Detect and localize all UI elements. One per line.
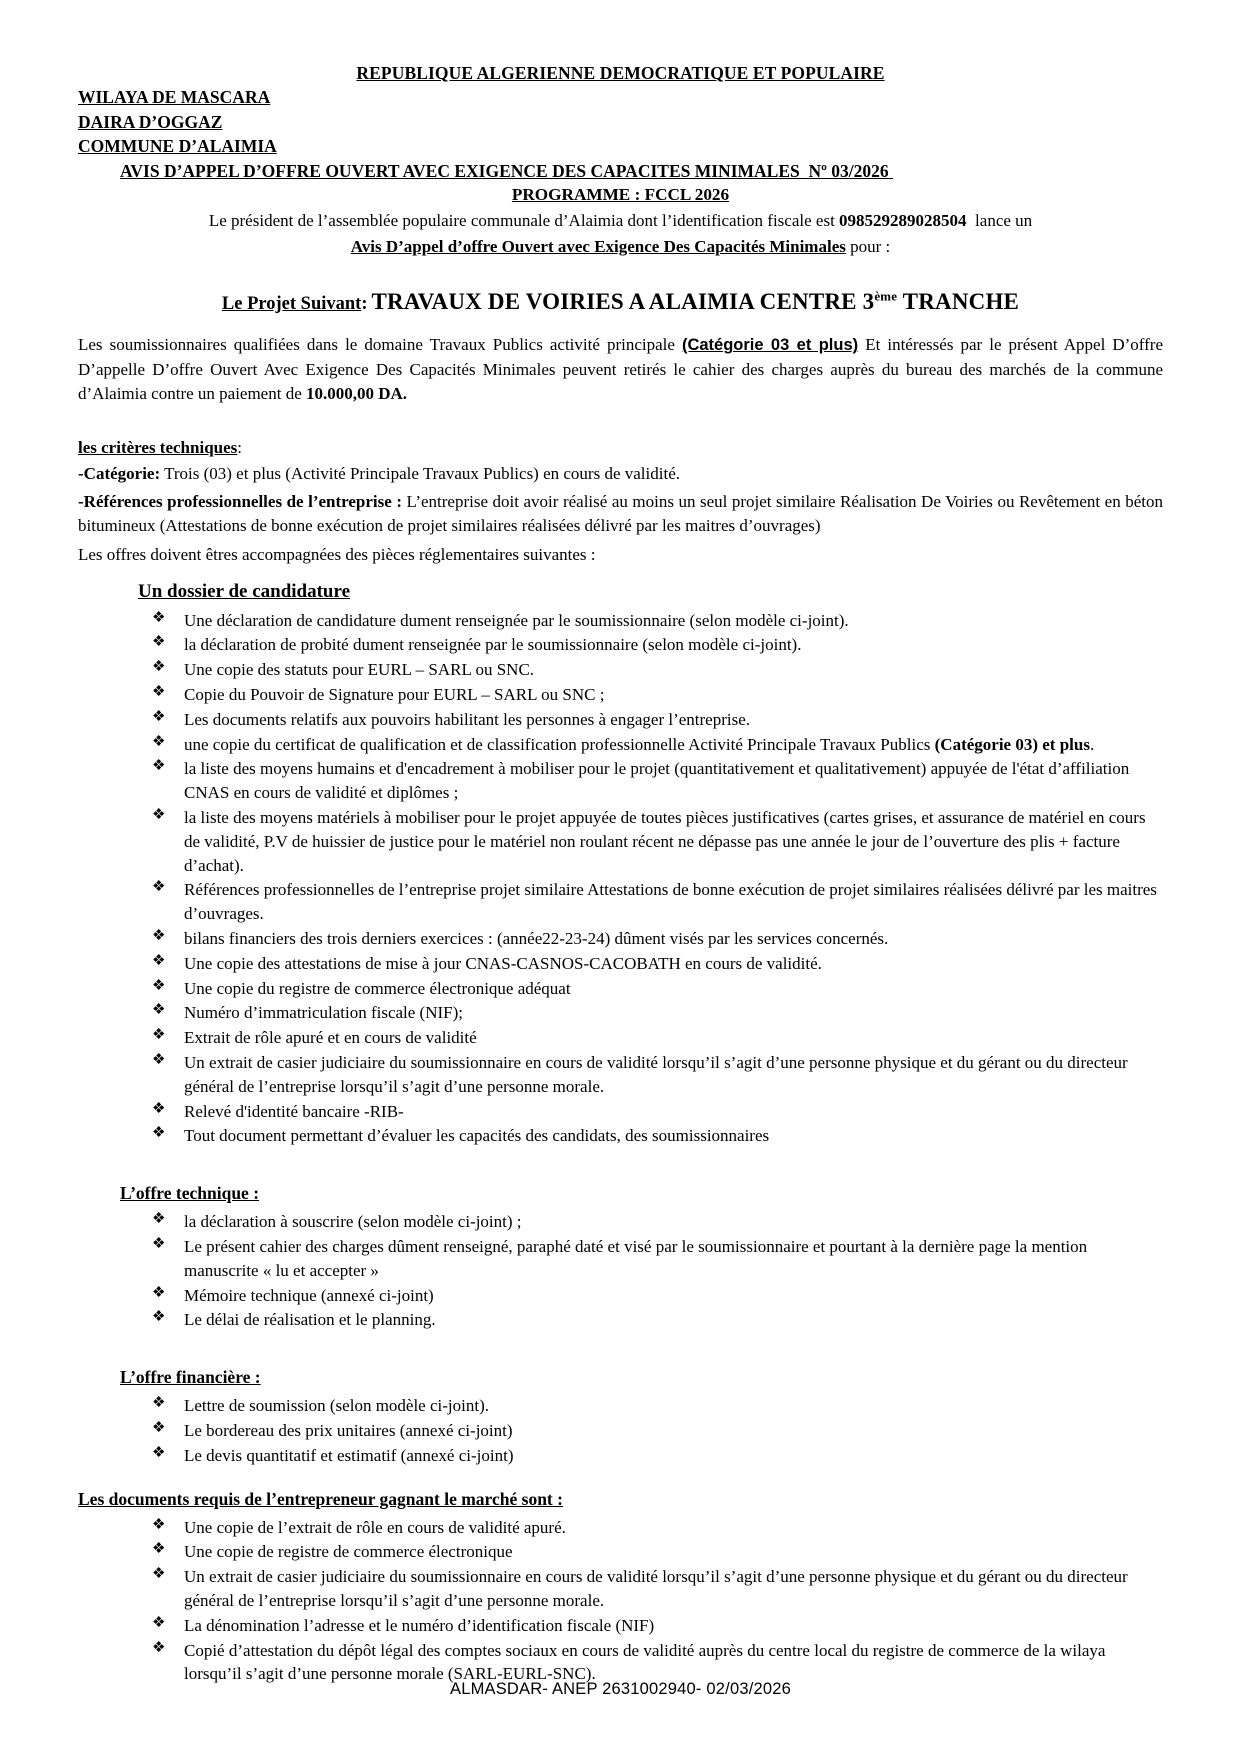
fiscal-id-value: 098529289028504 — [839, 211, 967, 231]
offers-accompany-text: Les offres doivent êtres accompagnées des pièces réglementaires suivantes : — [78, 544, 596, 564]
list-item-text: une copie du certificat de qualification et de classification professionnelle Activité Principale Travaux Publics (Catégorie 03) et plus. — [184, 734, 1095, 754]
list-item-text: la liste des moyens matériels à mobiliser pour le projet appuyée de toutes pièces justificatives (cartes grises, et assurance de matériel en cours de validité, P.V de huissier de justice pour le matériel non roulant récent ne dépasse pas une année le jour de l’ouverture des plis + facture d’achat). — [184, 808, 1146, 875]
republic-heading — [78, 62, 1163, 85]
notice-title-text: AVIS D’APPEL D’OFFRE OUVERT AVEC EXIGENCE DES CAPACITES MINIMALES Nº 03/2026 — [120, 160, 889, 181]
list-item-text: Extrait de rôle apuré et en cours de validité — [184, 1028, 477, 1048]
commune-heading — [78, 134, 1163, 159]
technical-offer-heading-row — [120, 1183, 1163, 1204]
technical-offer-heading: L’offre technique : — [120, 1183, 260, 1204]
winner-documents-list — [78, 1516, 1163, 1687]
list-item — [146, 806, 1163, 877]
criteria-category-label: -Catégorie: — [78, 464, 161, 484]
bullet-icon: ❖ — [152, 1002, 166, 1019]
bullet-icon: ❖ — [152, 1100, 166, 1117]
list-item-text: Le devis quantitatif et estimatif (annexé ci-joint) — [184, 1445, 514, 1465]
list-item-text: Références professionnelles de l’entreprise projet similaire Attestations de bonne exécution de projet similaires réalisées délivré par les maitres d’ouvrages. — [184, 880, 1157, 924]
criteria-category-text: Trois (03) et plus (Activité Principale Travaux Publics) en cours de validité. — [164, 464, 680, 484]
project-title — [78, 289, 1163, 315]
bullet-icon: ❖ — [152, 733, 166, 750]
wilaya-heading — [78, 85, 1163, 110]
list-item — [146, 1419, 1163, 1443]
list-item — [146, 878, 1163, 926]
daira-heading — [78, 110, 1163, 135]
bullet-icon: ❖ — [152, 609, 166, 626]
list-item — [146, 633, 1163, 657]
bullet-icon: ❖ — [152, 634, 166, 651]
list-item-text: Lettre de soumission (selon modèle ci-joint). — [184, 1396, 489, 1416]
list-item — [146, 1001, 1163, 1025]
list-item-text: La dénomination l’adresse et le numéro d’identification fiscale (NIF) — [184, 1615, 655, 1635]
notice-title-row — [78, 159, 1163, 184]
list-item — [146, 1308, 1163, 1332]
project-title-colon: : — [361, 294, 368, 315]
list-item-text: Le bordereau des prix unitaires (annexé ci-joint) — [184, 1420, 513, 1440]
list-item-text: la déclaration à souscrire (selon modèle ci-joint) ; — [184, 1212, 522, 1232]
list-item — [146, 1394, 1163, 1418]
bullet-icon: ❖ — [152, 708, 166, 725]
bullet-icon: ❖ — [152, 1516, 166, 1533]
bullet-icon: ❖ — [152, 1235, 166, 1252]
list-item-text: Le délai de réalisation et le planning. — [184, 1310, 436, 1330]
list-item — [146, 1100, 1163, 1124]
bullet-icon: ❖ — [152, 1541, 166, 1558]
list-item — [146, 927, 1163, 951]
list-item — [146, 708, 1163, 732]
criteria-heading-colon: : — [237, 438, 242, 458]
price-value: 10.000,00 DA. — [306, 384, 408, 403]
list-item — [146, 1284, 1163, 1308]
procedure-name-text: Avis D’appel d’offre Ouvert avec Exigence Des Capacités Minimales — [350, 236, 846, 256]
list-item-text: Relevé d'identité bancaire -RIB- — [184, 1101, 404, 1121]
project-title-label: Le Projet Suivant — [221, 294, 362, 315]
president-intro-text: Le président de l’assemblée populaire communale d’Alaimia dont l’identification fiscale est — [208, 211, 835, 231]
criteria-references-label: -Références professionnelles de l’entreprise : — [78, 492, 402, 512]
financial-offer-heading-row — [120, 1367, 1163, 1388]
programme-row — [78, 183, 1163, 207]
criteria-heading-row — [78, 422, 1163, 458]
financial-offer-heading: L’offre financière : — [120, 1367, 261, 1388]
list-item — [146, 609, 1163, 633]
candidature-list — [78, 609, 1163, 1149]
list-item-text: bilans financiers des trois derniers exercices : (année22-23-24) dûment visés par les services concernés. — [184, 928, 889, 948]
bullet-icon: ❖ — [152, 758, 166, 775]
bullet-icon: ❖ — [152, 1284, 166, 1301]
list-item — [146, 757, 1163, 805]
list-item — [146, 1235, 1163, 1283]
list-item — [146, 1565, 1163, 1613]
project-title-ordinal: ème — [874, 289, 898, 304]
footer-text: ALMASDAR- ANEP 2631002940- 02/03/2026 — [450, 1680, 791, 1698]
list-item-text: Une déclaration de candidature dument renseignée par le soumissionnaire (selon modèle ci-joint). — [184, 610, 849, 630]
daira-heading-text: DAIRA D’OGGAZ — [78, 111, 223, 132]
bullet-icon: ❖ — [152, 977, 166, 994]
list-item-text: Copié d’attestation du dépôt légal des comptes sociaux en cours de validité auprès du centre local du registre de commerce de la wilaya lorsqu’il s’agit d’une personne morale (SARL-EURL-SNC). — [184, 1640, 1106, 1684]
list-item-text: Le présent cahier des charges dûment renseigné, paraphé daté et visé par le soumissionnaire et pourtant à la dernière page la mention manuscrite « lu et accepter » — [184, 1236, 1088, 1280]
spacer — [78, 1149, 1163, 1183]
list-item — [146, 952, 1163, 976]
list-item — [146, 1516, 1163, 1540]
bullet-icon: ❖ — [152, 1614, 166, 1631]
list-item-text: la déclaration de probité dument renseignée par le soumissionnaire (selon modèle ci-joint). — [184, 635, 802, 655]
list-item-text: Numéro d’immatriculation fiscale (NIF); — [184, 1003, 463, 1023]
list-item-text: Une copie de l’extrait de rôle en cours de validité apuré. — [184, 1517, 566, 1537]
list-item — [146, 1444, 1163, 1468]
spacer — [78, 1333, 1163, 1367]
bullet-icon: ❖ — [152, 1419, 166, 1436]
list-item — [146, 1540, 1163, 1564]
intro-paragraph-b: Et intéressés par le présent Appel D’offre D’appelle D’offre Ouvert Avec Exigence Des Capacités Minimales peuvent retirés le cahier des charges auprès du bureau des marchés de la commune d’Alaimia contre un paiement de — [78, 335, 1163, 403]
category-highlight: (Catégorie 03 et plus) — [681, 336, 859, 355]
list-item — [146, 1614, 1163, 1638]
bullet-icon: ❖ — [152, 927, 166, 944]
procedure-row — [78, 235, 1163, 260]
list-item-text: Copie du Pouvoir de Signature pour EURL – SARL ou SNC ; — [184, 685, 605, 705]
list-item-text: Une copie de registre de commerce électronique — [184, 1542, 513, 1562]
list-item — [146, 683, 1163, 707]
programme-text: PROGRAMME : FCCL 2026 — [511, 185, 730, 205]
bullet-icon: ❖ — [152, 1051, 166, 1068]
commune-heading-text: COMMUNE D’ALAIMIA — [78, 136, 277, 157]
list-item — [146, 733, 1163, 757]
criteria-references-line — [78, 490, 1163, 538]
technical-offer-list — [78, 1210, 1163, 1332]
bullet-icon: ❖ — [152, 879, 166, 896]
list-item-text: Un extrait de casier judiciaire du soumissionnaire en cours de validité lorsqu’il s’agit d’une personne physique et du gérant ou du directeur général de l’entreprise lorsqu’il s’agit d’une personne morale. — [184, 1567, 1128, 1610]
list-item — [146, 1051, 1163, 1099]
bullet-icon: ❖ — [152, 1027, 166, 1044]
financial-offer-list — [78, 1394, 1163, 1467]
list-item — [146, 1639, 1163, 1687]
bullet-icon: ❖ — [152, 952, 166, 969]
list-item — [146, 977, 1163, 1001]
bullet-icon: ❖ — [152, 1566, 166, 1583]
category-bold-fragment: (Catégorie 03) et plus — [934, 734, 1090, 754]
bullet-icon: ❖ — [152, 684, 166, 701]
candidature-heading-row — [78, 567, 1163, 603]
republic-heading-text: REPUBLIQUE ALGERIENNE DEMOCRATIQUE ET POPULAIRE — [356, 63, 885, 83]
bullet-icon: ❖ — [152, 807, 166, 823]
list-item-text: Une copie des attestations de mise à jour CNAS-CASNOS-CACOBATH en cours de validité. — [184, 953, 822, 973]
list-item-text: Tout document permettant d’évaluer les capacités des candidats, des soumissionnaires — [184, 1126, 770, 1146]
winner-documents-heading: Les documents requis de l’entrepreneur gagnant le marché sont : — [78, 1488, 563, 1509]
intro-paragraph — [78, 333, 1163, 406]
criteria-references-text: L’entreprise doit avoir réalisé au moins un seul projet similaire Réalisation De Voiries ou Revêtement en béton bitumineux (Attestations de bonne exécution de projet similaires réalisées délivré par les maitres d’ouvrages) — [78, 492, 1163, 536]
list-item — [146, 1026, 1163, 1050]
criteria-category-line — [78, 462, 1163, 486]
list-item — [146, 1124, 1163, 1148]
intro-paragraph-a: Les soumissionnaires qualifiées dans le domaine Travaux Publics activité principale — [78, 335, 675, 355]
list-item — [146, 658, 1163, 682]
bullet-icon: ❖ — [152, 1125, 166, 1142]
bullet-icon: ❖ — [152, 1395, 166, 1412]
list-item-text: Une copie du registre de commerce électronique adéquat — [184, 978, 571, 998]
list-item — [146, 1210, 1163, 1234]
spacer — [78, 1469, 1163, 1489]
procedure-suffix-text: pour : — [850, 236, 891, 256]
criteria-heading: les critères techniques — [78, 438, 238, 458]
list-item-text: la liste des moyens humains et d'encadrement à mobiliser pour le projet (quantitativement et qualitativement) appuyée de l'état d’affiliation CNAS en cours de validité et diplômes ; — [184, 759, 1130, 803]
bullet-icon: ❖ — [152, 659, 166, 676]
president-intro-row — [78, 209, 1163, 234]
winner-documents-heading-row — [78, 1489, 1163, 1510]
bullet-icon: ❖ — [152, 1309, 166, 1326]
footer — [0, 1680, 1241, 1699]
list-item-text: Une copie des statuts pour EURL – SARL ou SNC. — [184, 660, 535, 680]
candidature-heading: Un dossier de candidature — [138, 580, 351, 602]
project-title-main: TRAVAUX DE VOIRIES A ALAIMIA CENTRE 3ème TRANCHE — [371, 289, 1020, 315]
bullet-icon: ❖ — [152, 1211, 166, 1228]
bullet-icon: ❖ — [152, 1444, 166, 1461]
list-item-text: Un extrait de casier judiciaire du soumissionnaire en cours de validité lorsqu’il s’agit d’une personne physique et du gérant ou du directeur général de l’entreprise lorsqu’il s’agit d’une personne morale. — [184, 1052, 1128, 1096]
bullet-icon: ❖ — [152, 1639, 166, 1656]
president-intro-suffix: lance un — [975, 211, 1033, 231]
list-item-text: Mémoire technique (annexé ci-joint) — [184, 1285, 434, 1305]
list-item-text: Les documents relatifs aux pouvoirs habilitant les personnes à engager l’entreprise. — [184, 709, 751, 729]
wilaya-heading-text: WILAYA DE MASCARA — [78, 87, 271, 108]
offers-accompany-line — [78, 543, 1163, 567]
